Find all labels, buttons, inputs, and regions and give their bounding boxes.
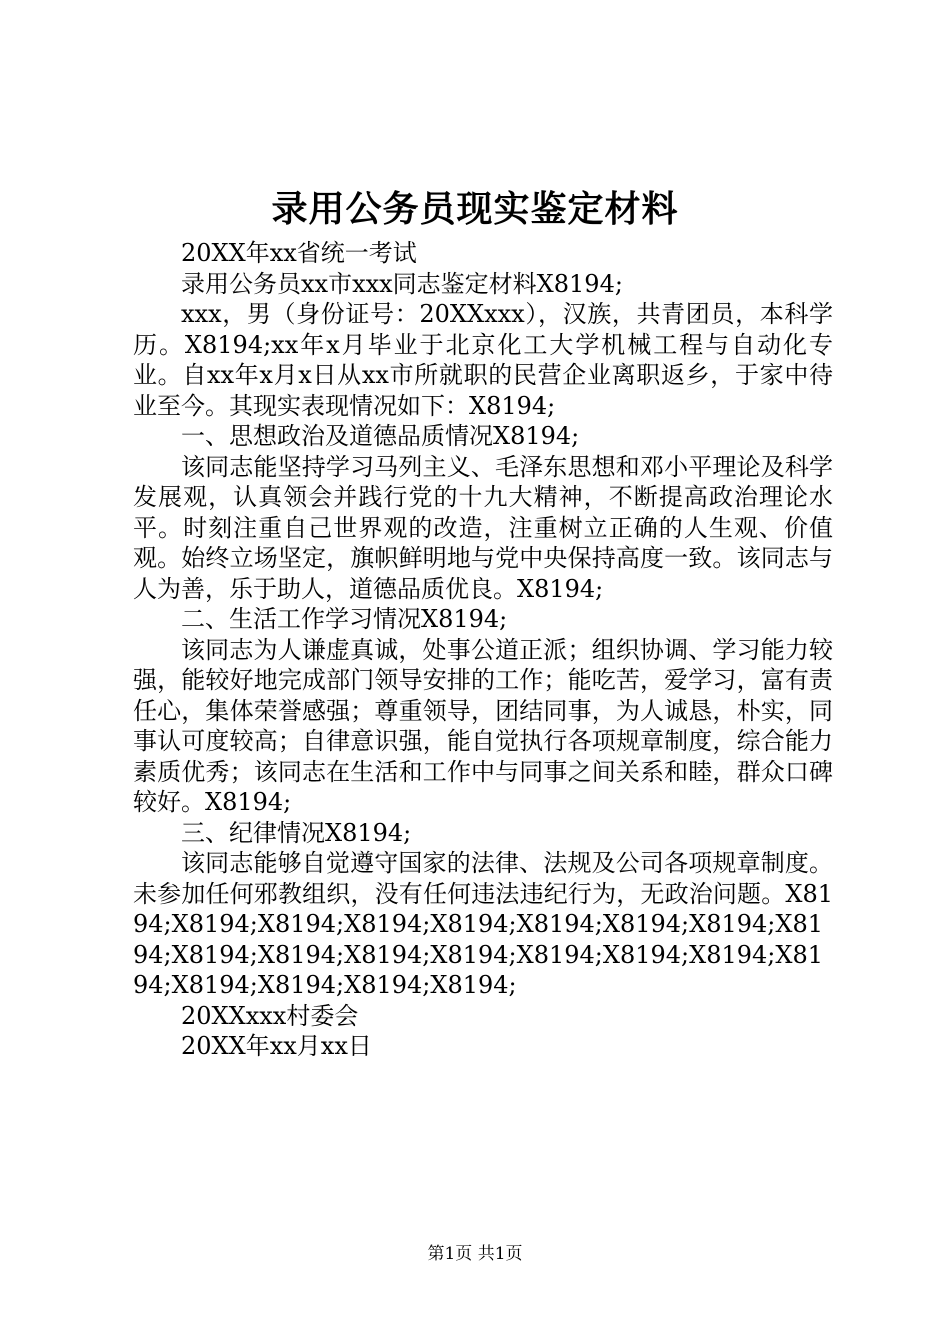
- section-heading-discipline: 三、纪律情况X8194;: [181, 818, 412, 847]
- section-heading-political: 一、思想政治及道德品质情况X8194;: [181, 422, 580, 450]
- section-heading-work: 二、生活工作学习情况X8194;: [181, 605, 508, 633]
- discipline-paragraph: 该同志能够自觉遵守国家的法律、法规及公司各项规章制度。未参加任何邪教组织，没有任何违法违纪行为，无政治问题。X8194;X8194;X8194;X8194;X8194;X8194;X8194;X8194;X8194;X8194;X8194;X8194;X8194;X8194;X8194;X8194;X8194;X8194;X8194;X8194;X8194;: [133, 849, 833, 999]
- signature-date: 20XX年xx月xx日: [181, 1032, 372, 1060]
- document-body: [133, 238, 833, 1062]
- political-paragraph: 该同志能坚持学习马列主义、毛泽东思想和邓小平理论及科学发展观，认真领会并践行党的十九大精神，不断提高政治理论水平。时刻注重自己世界观的改造，注重树立正确的人生观、价值观。始终立场坚定，旗帜鲜明地与党中央保持高度一致。该同志与人为善，乐于助人，道德品质优良。X8194;: [133, 452, 833, 603]
- personal-info-paragraph: xxx，男（身份证号：20XXxxx），汉族，共青团员，本科学历。X8194;xx年x月毕业于北京化工大学机械工程与自动化专业。自xx年x月x日从xx市所就职的民营企业离职返乡，于家中待业至今。其现实表现情况如下：X8194;: [133, 300, 833, 420]
- signature-organization: 20XXxxx村委会: [181, 1001, 359, 1030]
- material-heading: 录用公务员xx市xxx同志鉴定材料X8194;: [181, 269, 623, 298]
- work-paragraph: 该同志为人谦虚真诚，处事公道正派；组织协调、学习能力较强，能较好地完成部门领导安排的工作；能吃苦，爱学习，富有责任心，集体荣誉感强；尊重领导，团结同事，为人诚恳，朴实，同事认可度较高；自律意识强，能自觉执行各项规章制度，综合能力素质优秀；该同志在生活和工作中与同事之间关系和睦，群众口碑较好。X8194;: [133, 635, 833, 816]
- page-footer: 第1页 共1页: [427, 1244, 523, 1264]
- document-title: 录用公务员现实鉴定材料: [271, 188, 679, 230]
- exam-heading: 20XX年xx省统一考试: [181, 239, 417, 267]
